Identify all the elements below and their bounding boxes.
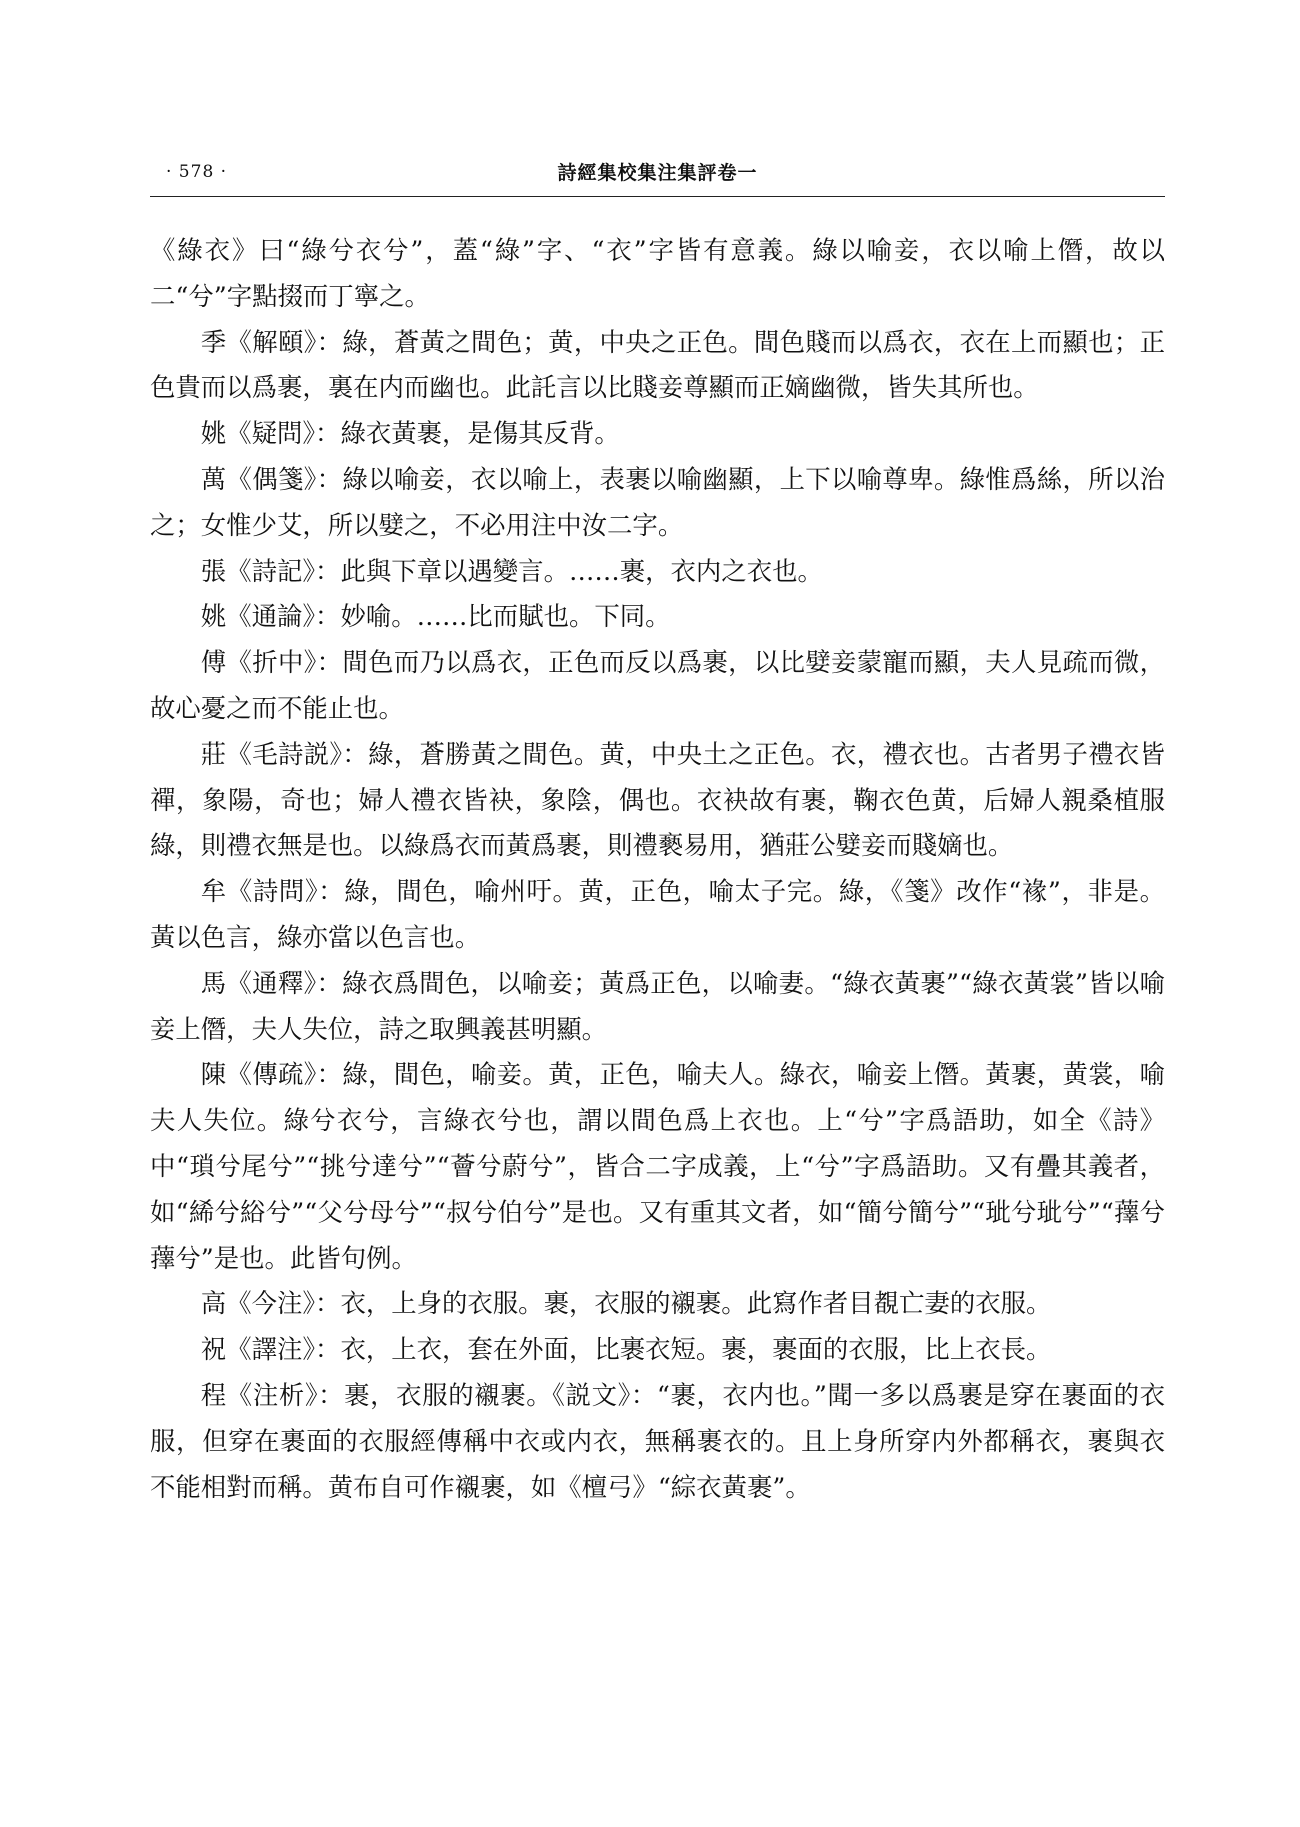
paragraph: 姚《通論》：妙喻。……比而賦也。下同。 bbox=[200, 601, 671, 632]
paragraph: 陳《傳疏》：綠，間色，喻妾。黄，正色，喻夫人。綠衣，喻妾上僭。黃裹，黄裳，喻夫人失位。綠兮衣兮，言綠衣兮也，謂以間色爲上衣也。上“兮”字爲語助，如全《詩》中“瑣兮尾兮”“挑兮達兮”“薈兮蔚兮”，皆合二字成義，上“兮”字爲語助。又有疊其義者，如“絺兮綌兮”“父兮母兮”“叔兮伯兮”是也。又有重其文者，如“簡兮簡兮”“玼兮玼兮”“蘀兮蘀兮”是也。此皆句例。 bbox=[150, 1059, 1165, 1273]
paragraph: 祝《譯注》：衣，上衣，套在外面，比裹衣短。裹，裹面的衣服，比上衣長。 bbox=[200, 1334, 1052, 1365]
paragraph: 高《今注》：衣，上身的衣服。裹，衣服的襯裹。此寫作者目覩亡妻的衣服。 bbox=[200, 1288, 1052, 1319]
paragraph: 季《解頤》：綠，蒼黃之間色；黄，中央之正色。間色賤而以爲衣，衣在上而顯也；正色貴而以爲裹，裏在内而幽也。此託言以比賤妾尊顯而正嫡幽微，皆失其所也。 bbox=[150, 326, 1165, 403]
paragraph: 張《詩記》：此與下章以遇變言。……裹，衣内之衣也。 bbox=[200, 555, 823, 586]
running-title: 詩經集校集注集評卷一 bbox=[557, 162, 758, 184]
paragraph: 莊《毛詩説》：綠，蒼勝黃之間色。黄，中央土之正色。衣，禮衣也。古者男子禮衣皆禪，象陽，奇也；婦人禮衣皆袂，象陰，偶也。衣袂故有裹，鞠衣色黄，后婦人親桑植服綠，則禮衣無是也。以綠爲衣而黃爲裹，則禮褻易用，猶莊公嬖妾而賤嫡也。 bbox=[150, 738, 1165, 861]
paragraph: 馬《通釋》：綠衣爲間色，以喻妾；黃爲正色，以喻妻。“綠衣黃裹”“綠衣黃裳”皆以喻妾上僭，夫人失位，詩之取興義甚明顯。 bbox=[150, 967, 1165, 1044]
paragraph: 《綠衣》曰“綠兮衣兮”，蓋“綠”字、“衣”字皆有意義。綠以喻妾，衣以喻上僭，故以二“兮”字點掇而丁寧之。 bbox=[150, 235, 1165, 311]
paragraph: 姚《疑問》：綠衣黃裹，是傷其反背。 bbox=[200, 418, 620, 449]
page-number: · 578 · bbox=[166, 162, 228, 182]
paragraph: 傅《折中》：間色而乃以爲衣，正色而反以爲裹，以比嬖妾蒙寵而顯，夫人見疏而微，故心憂之而不能止也。 bbox=[150, 647, 1165, 723]
paragraph: 萬《偶箋》：綠以喻妾，衣以喻上，表裹以喻幽顯，上下以喻尊卑。綠惟爲絲，所以治之；女惟少艾，所以嬖之，不必用注中汝二字。 bbox=[150, 463, 1165, 540]
paragraph: 程《注析》：裹，衣服的襯裹。《説文》：“裹，衣内也。”聞一多以爲裹是穿在裹面的衣服，但穿在裹面的衣服經傳稱中衣或内衣，無稱裹衣的。且上身所穿内外都稱衣，裹與衣不能相對而稱。黄布自可作襯裹，如《檀弓》“綜衣黃裹”。 bbox=[150, 1379, 1165, 1502]
header-rule bbox=[150, 196, 1165, 197]
page-header bbox=[150, 158, 1165, 198]
paragraph: 牟《詩問》：綠，間色，喻州吁。黄，正色，喻太子完。綠，《箋》改作“褖”，非是。黃以色言，綠亦當以色言也。 bbox=[150, 876, 1165, 952]
body-text bbox=[150, 228, 1165, 1510]
